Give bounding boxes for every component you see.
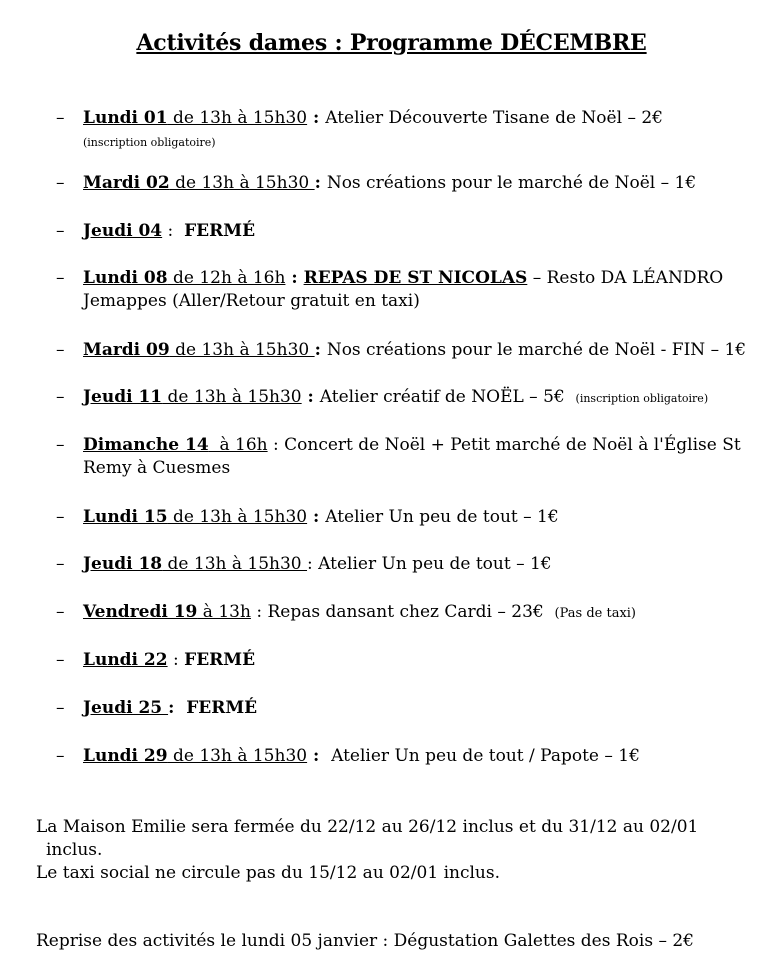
closure-line-2: inclus. [46,840,103,860]
list-dash: – [56,387,65,407]
item-description: Concert de Noël + Petit marché de Noël à l'Église St [284,435,741,455]
list-dash: – [56,435,65,455]
item-day: Dimanche 14 [83,435,209,455]
item-time: de 13h à 15h30 [167,108,308,128]
item-time: de 13h à 15h30 [169,340,315,360]
list-dash: – [56,698,65,718]
closure-notice [36,816,756,885]
item-separator: : [314,173,327,193]
item-description: FERMÉ [186,698,258,718]
item-day: Jeudi 11 [83,387,163,407]
item-description: Repas dansant chez Cardi – 23€ [267,602,544,622]
item-description: Nos créations pour le marché de Noël – 1€ [326,173,697,193]
taxi-notice: Le taxi social ne circule pas du 15/12 au 02/01 inclus. [36,863,500,883]
list-dash: – [56,554,65,574]
item-day: Mardi 02 [83,173,170,193]
list-dash: – [56,602,65,622]
item-description-line2: Jemappes (Aller/Retour gratuit en taxi) [83,291,420,311]
list-dash: – [56,746,65,766]
item-separator: : [167,650,185,670]
item-day: Lundi 08 [83,268,168,288]
list-dash: – [56,221,65,241]
item-time: de 13h à 15h30 [167,746,308,766]
list-dash: – [56,173,65,193]
list-dash: – [56,268,65,288]
item-description: Atelier Un peu de tout – 1€ [318,554,552,574]
item-description: FERMÉ [184,650,256,670]
item-description: Atelier créatif de NOËL – 5€ [319,387,565,407]
item-event: REPAS DE ST NICOLAS [303,268,528,288]
item-day: Vendredi 19 [83,602,198,622]
item-time: de 13h à 15h30 [162,387,302,407]
item-day: Jeudi 04 [83,221,163,241]
item-day: Jeudi 25 [83,698,169,718]
item-description: Atelier Découverte Tisane de Noël – 2€ [325,108,663,128]
resume-notice: Reprise des activités le lundi 05 janvier : Dégustation Galettes des Rois – 2€ [36,931,695,951]
item-separator: : [301,387,320,407]
item-day: Lundi 15 [83,507,168,527]
page-title: Activités dames : Programme DÉCEMBRE [136,30,647,56]
item-time: à 13h [197,602,251,622]
item-separator: : [307,108,326,128]
item-day: Lundi 22 [83,650,168,670]
item-separator: : [162,221,185,241]
list-dash: – [56,507,65,527]
item-description: Atelier Un peu de tout – 1€ [325,507,559,527]
item-time: de 12h à 16h [167,268,286,288]
item-day: Lundi 29 [83,746,168,766]
item-time: de 13h à 15h30 [167,507,308,527]
item-description: Atelier Un peu de tout / Papote – 1€ [331,746,640,766]
list-dash: – [56,340,65,360]
item-day: Lundi 01 [83,108,168,128]
item-note: (inscription obligatoire) [83,136,216,149]
item-description: – Resto DA LÉANDRO [527,268,724,288]
closure-line-1: La Maison Emilie sera fermée du 22/12 au 26/12 inclus et du 31/12 au 02/01 [36,817,699,837]
item-separator: : [250,602,268,622]
item-time: de 13h à 15h30 [162,554,308,574]
list-dash: – [56,650,65,670]
item-note: (inscription obligatoire) [575,392,709,405]
item-day: Mardi 09 [83,340,170,360]
item-separator: : [307,507,326,527]
item-description: FERMÉ [184,221,256,241]
item-description-line2: Remy à Cuesmes [83,458,231,478]
item-time: à 16h [208,435,268,455]
item-description: Nos créations pour le marché de Noël - FIN – 1€ [326,340,747,360]
item-separator: : [285,268,304,288]
item-separator: : [314,340,327,360]
item-time: de 13h à 15h30 [169,173,315,193]
item-separator: : [267,435,285,455]
item-note: (Pas de taxi) [554,606,637,621]
item-separator: : [307,746,332,766]
item-separator: : [168,698,187,718]
item-separator: : [307,554,319,574]
list-dash: – [56,108,65,128]
item-day: Jeudi 18 [83,554,163,574]
